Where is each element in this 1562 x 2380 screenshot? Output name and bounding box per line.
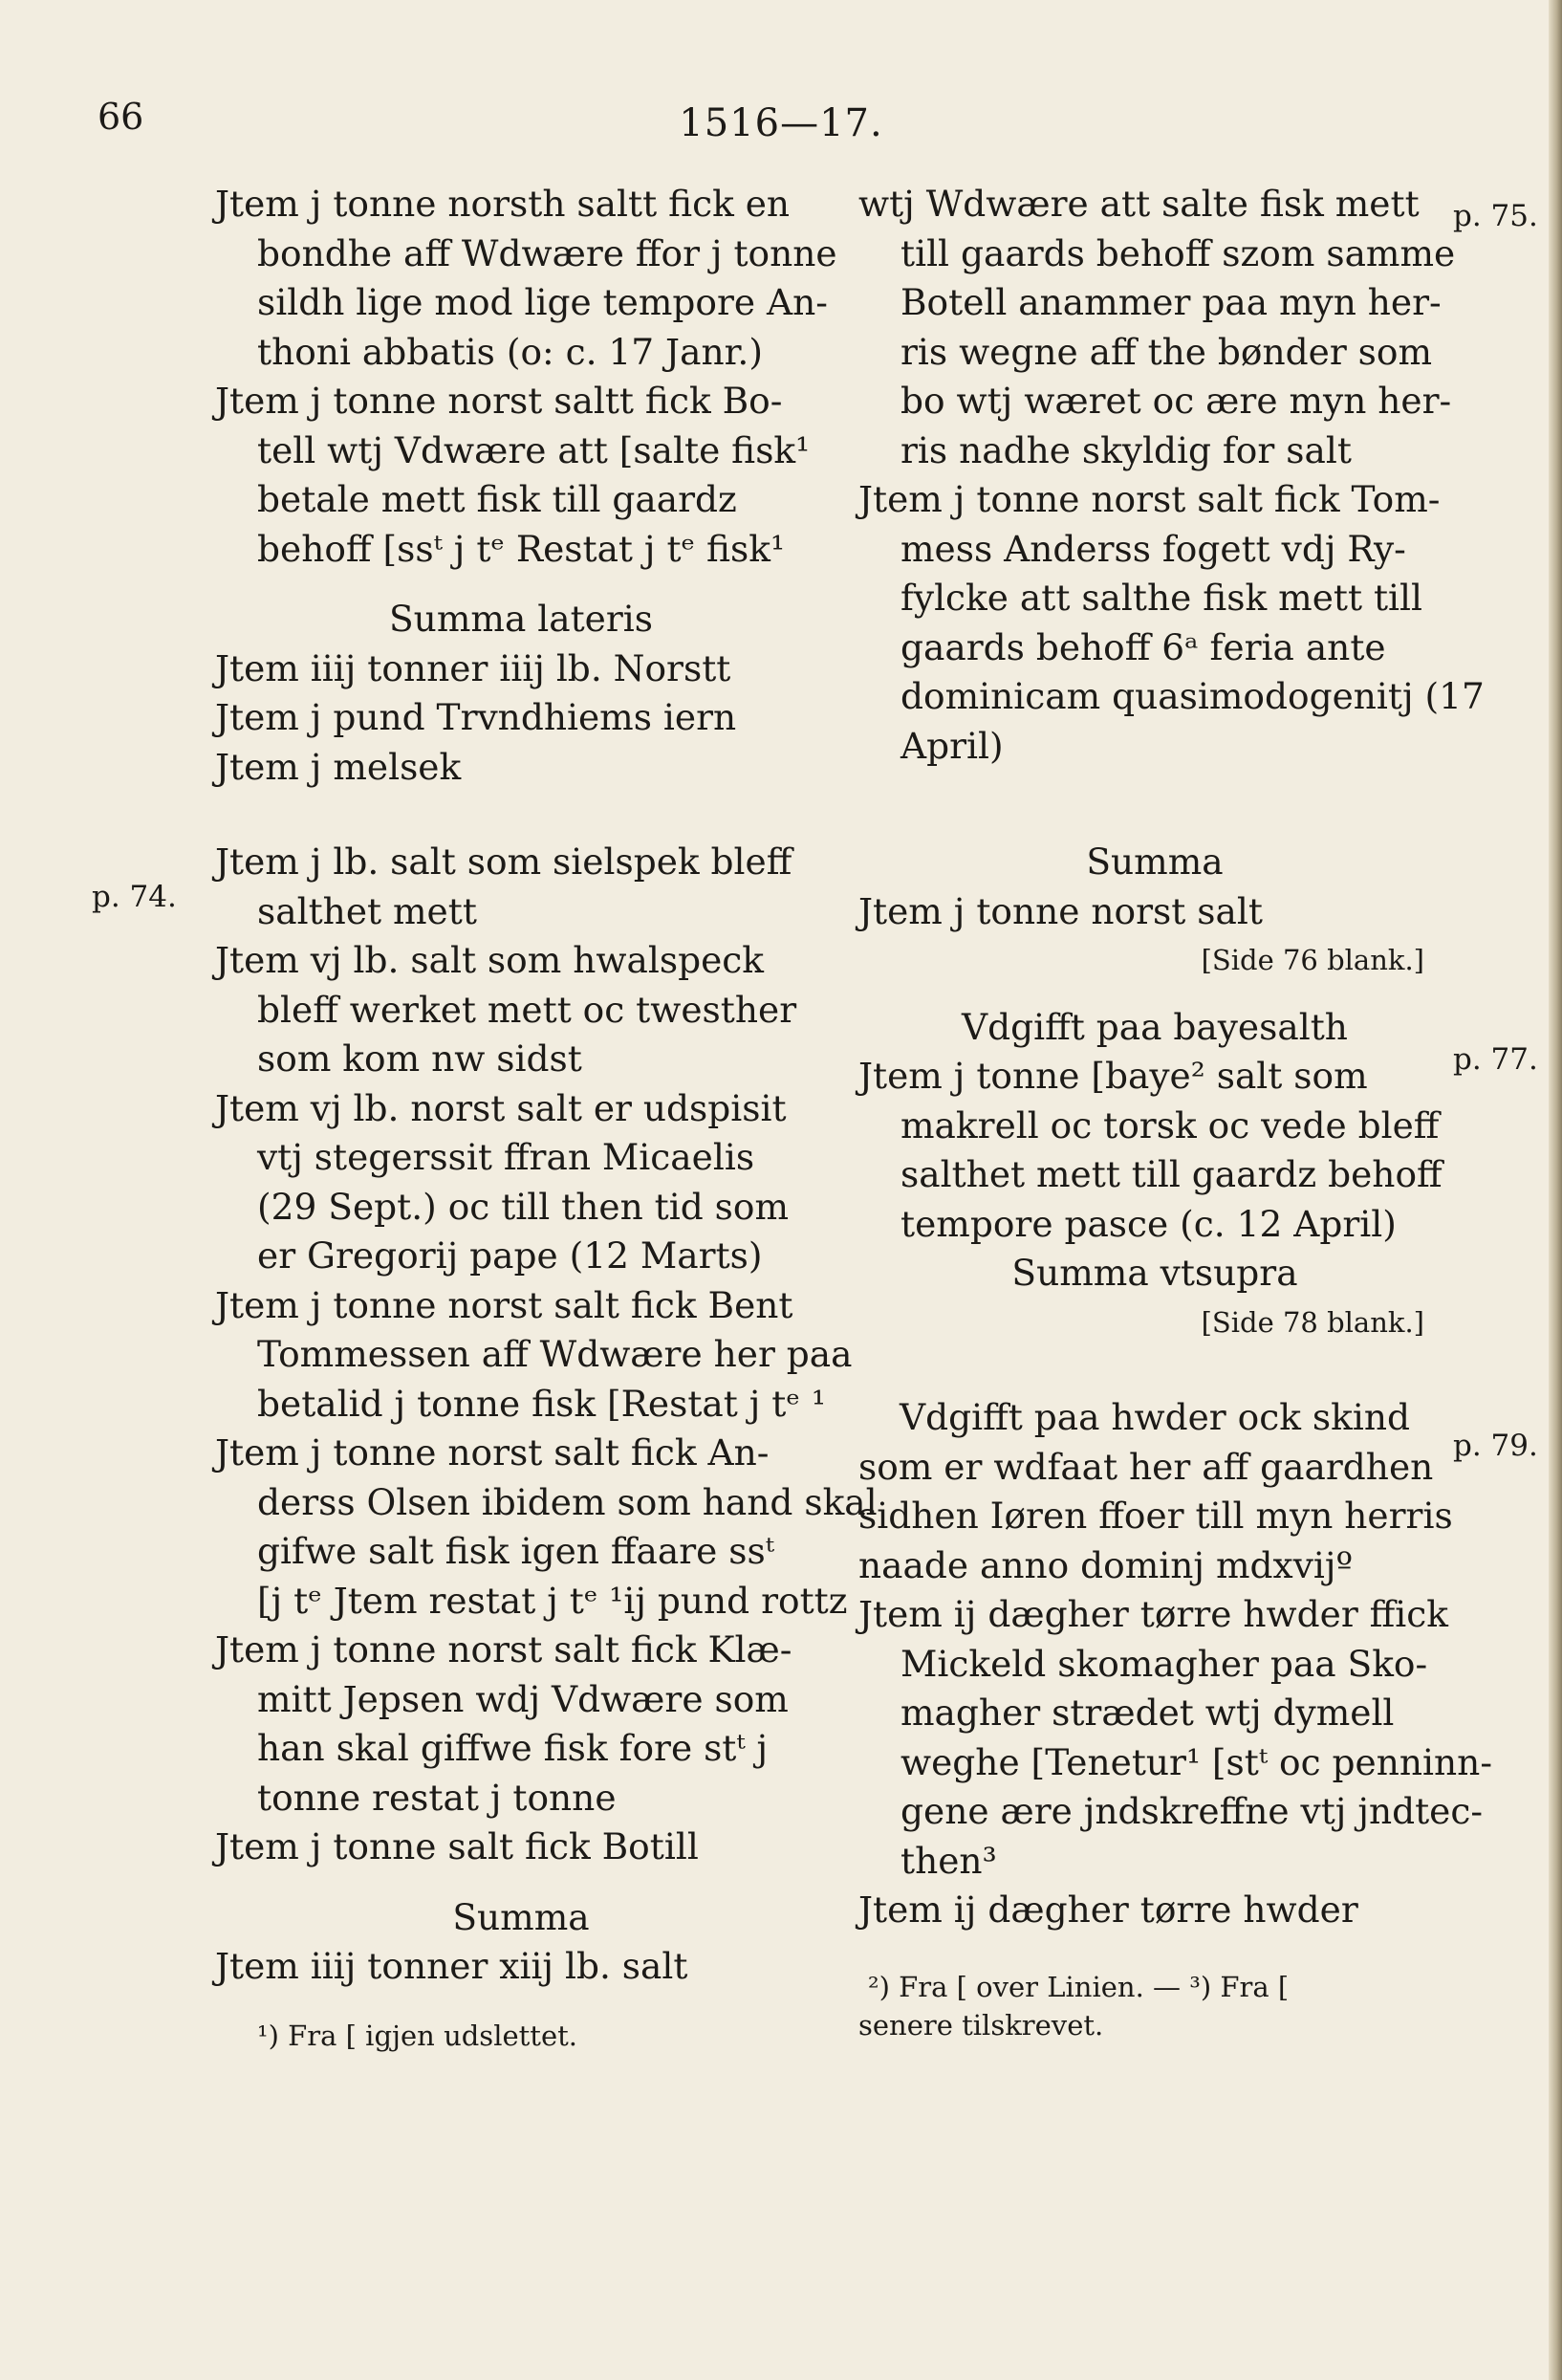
text-line: Jtem j tonne salt fick Botill [215, 1825, 699, 1867]
text-line: tempore pasce (c. 12 April) [900, 1202, 1397, 1245]
text-line: till gaards behoff szom samme [900, 231, 1456, 274]
left-entries-2 [215, 644, 827, 793]
text-line: betalid j tonne fisk [Restat j tᵉ ¹ [257, 1382, 826, 1425]
text-line: salthet mett till gaardz behoff [900, 1153, 1443, 1195]
text-line: gene ære jndskreffne vtj jndtec- [900, 1790, 1484, 1832]
margin-note-p75: p. 75. [1453, 199, 1538, 233]
right-entries-1 [858, 180, 1485, 771]
text-line: sildh lige mod lige tempore An- [257, 281, 828, 323]
text-line: then³ [900, 1839, 997, 1882]
text-line: behoff [ssᵗ j tᵉ Restat j tᵉ fisk¹ [257, 527, 785, 570]
text-line: betale mett fisk till gaardz [257, 478, 737, 520]
text-line: mess Anderss fogett vdj Ry- [900, 527, 1406, 570]
text-line: som er wdfaat her aff gaardhen [858, 1445, 1434, 1488]
right-heading-hwder: Vdgifft paa hwder ock skind [900, 1396, 1410, 1438]
right-footnote-1: ²) Fra [ over Linien. — ³) Fra [ [868, 1970, 1290, 2003]
left-summa-lateris: Summa lateris [388, 598, 653, 640]
right-heading-bayesalth: Vdgifft paa bayesalth [962, 1005, 1348, 1048]
text-line: sidhen Iøren ffoer till myn herris [858, 1495, 1453, 1537]
text-line: Jtem ij dægher tørre hwder [858, 1889, 1358, 1931]
right-entries-3 [858, 1443, 1493, 1935]
right-summa-2: Summa vtsupra [1011, 1252, 1298, 1294]
text-line: fylcke att salthe fisk mett till [900, 577, 1423, 619]
text-line: bo wtj wæret oc ære myn her- [900, 380, 1452, 422]
margin-note-p74: p. 74. [92, 880, 177, 914]
text-line: derss Olsen ibidem som hand skal [257, 1480, 878, 1523]
left-column [215, 180, 878, 2055]
right-summa-1: Summa [1086, 841, 1224, 883]
page-title: 1516—17. [679, 101, 883, 145]
text-line: bleff werket mett oc twesther [257, 988, 797, 1031]
text-line: Jtem ij dægher tørre hwder ffick [858, 1593, 1449, 1635]
text-line: Jtem vj lb. salt som hwalspeck [215, 939, 764, 981]
text-line: tonne restat j tonne [257, 1776, 617, 1819]
text-line: ris wegne aff the bønder som [900, 330, 1433, 373]
text-line: Jtem j melsek [215, 745, 462, 788]
margin-note-p77: p. 77. [1453, 1042, 1538, 1077]
margin-note-p79: p. 79. [1453, 1429, 1538, 1463]
text-line: Jtem j lb. salt som sielspek bleff [215, 841, 792, 883]
text-line: magher strædet wtj dymell [900, 1692, 1395, 1734]
side-76-note: [Side 76 blank.] [1201, 944, 1424, 976]
text-line: Botell anammer paa myn her- [900, 281, 1442, 323]
right-entries-2 [858, 1052, 1451, 1249]
text-line: mitt Jepsen wdj Vdwære som [257, 1677, 789, 1720]
text-line: han skal giffwe fisk fore stᵗ j [257, 1727, 769, 1769]
text-line: Jtem j tonne norst salt fick Bent [215, 1283, 793, 1326]
right-total-1: Jtem j tonne norst salt [858, 889, 1263, 932]
left-footnote: ¹) Fra [ igjen udslettet. [257, 2019, 577, 2052]
text-line: Jtem j tonne norst salt fick Klæ- [215, 1628, 792, 1670]
text-line: er Gregorij pape (12 Marts) [257, 1234, 763, 1277]
left-summa: Summa [452, 1895, 590, 1938]
text-line: wtj Wdwære att salte fisk mett [858, 183, 1420, 225]
text-line: Jtem j tonne norst saltt fick Bo- [215, 380, 783, 422]
left-entries-1 [215, 180, 837, 574]
right-column [858, 180, 1493, 2044]
page-number: 66 [98, 96, 144, 138]
left-total: Jtem iiij tonner xiij lb. salt [215, 1945, 688, 1987]
text-line: Jtem vj lb. norst salt er udspisit [215, 1086, 787, 1129]
text-line: Jtem j tonne [baye² salt som [858, 1055, 1368, 1097]
text-line: weghe [Tenetur¹ [stᵗ oc penninn- [900, 1740, 1493, 1783]
text-line: Mickeld skomagher paa Sko- [900, 1642, 1428, 1685]
text-line: Jtem j pund Trvndhiems iern [215, 696, 737, 738]
right-footnote-2: senere tilskrevet. [858, 2008, 1104, 2042]
text-line: [j tᵉ Jtem restat j tᵉ ¹ij pund rottz [257, 1579, 848, 1622]
text-line: (29 Sept.) oc till then tid som [257, 1185, 790, 1228]
text-line: bondhe aff Wdwære ffor j tonne [257, 231, 837, 274]
page-header [0, 96, 1562, 153]
text-line: vtj stegerssit ffran Micaelis [257, 1136, 755, 1178]
text-line: salthet mett [257, 889, 477, 932]
text-line: April) [900, 724, 1004, 767]
text-line: dominicam quasimodogenitj (17 [900, 675, 1485, 717]
text-line: Jtem j tonne norst salt fick Tom- [858, 478, 1441, 520]
text-line: gaards behoff 6ᵃ feria ante [900, 625, 1386, 668]
text-line: tell wtj Vdwære att [salte fisk¹ [257, 428, 811, 471]
text-line: gifwe salt fisk igen ffaare ssᵗ [257, 1530, 774, 1572]
side-78-note: [Side 78 blank.] [1201, 1305, 1424, 1339]
text-line: Jtem j tonne norsth saltt fick en [215, 183, 791, 225]
text-line: Tommessen aff Wdwære her paa [257, 1333, 853, 1375]
text-line: som kom nw sidst [257, 1037, 582, 1080]
text-line: naade anno dominj mdxvijº [858, 1543, 1354, 1586]
left-entries-3 [215, 838, 878, 1872]
page-edge [1549, 0, 1562, 2380]
text-line: makrell oc torsk oc vede bleff [900, 1103, 1440, 1146]
text-line: ris nadhe skyldig for salt [900, 428, 1352, 471]
text-line: Jtem j tonne norst salt fick An- [215, 1431, 770, 1474]
text-line: Jtem iiij tonner iiij lb. Norstt [215, 646, 731, 689]
text-line: thoni abbatis (o: c. 17 Janr.) [257, 330, 763, 373]
